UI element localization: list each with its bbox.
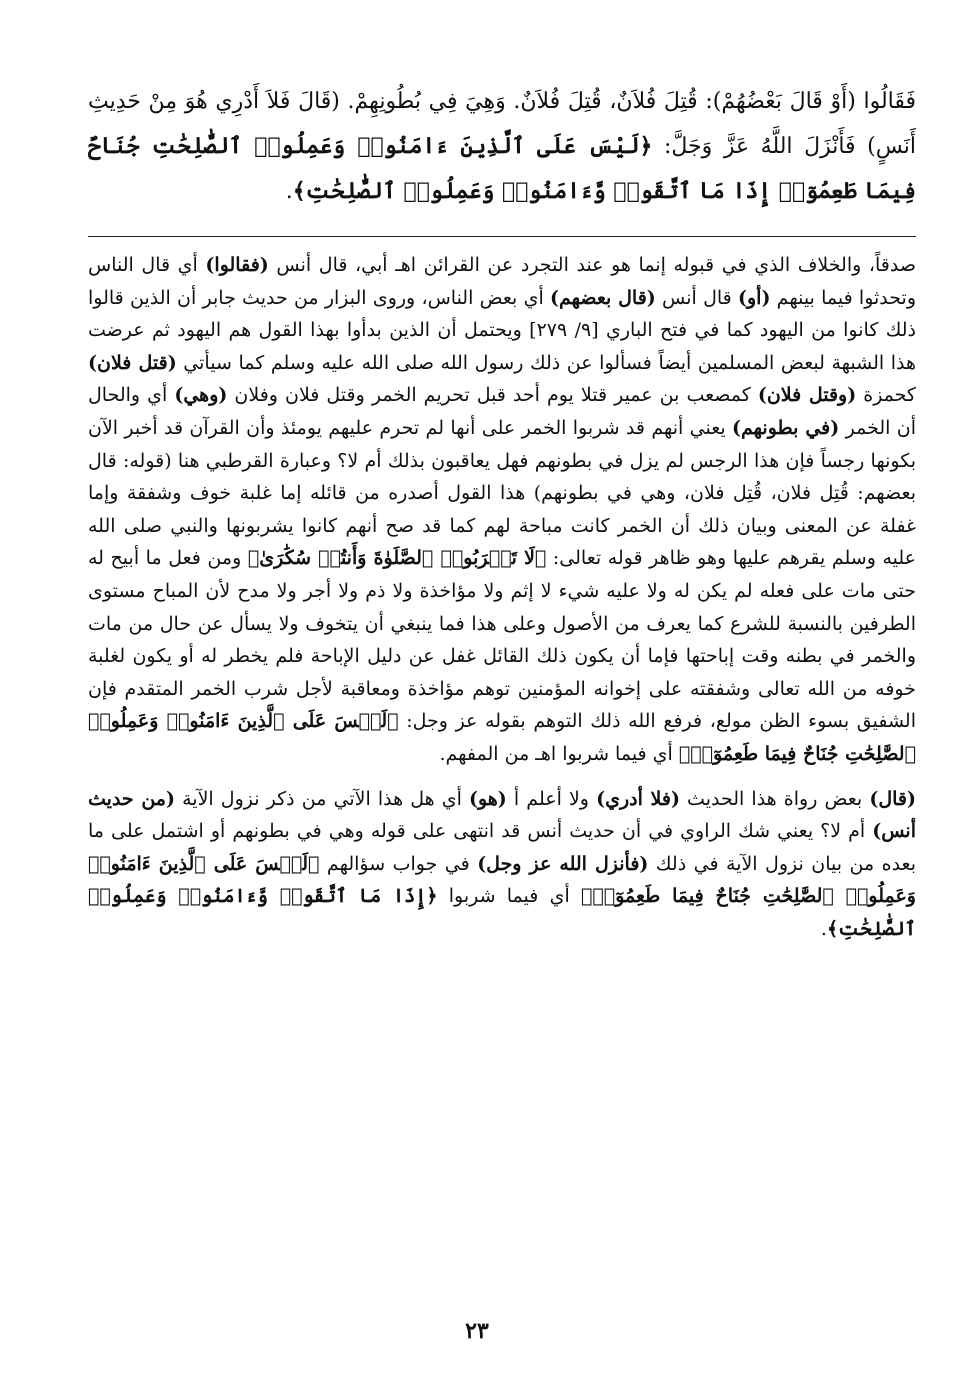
quran-verse: ﴿إِذَا مَا ٱتَّقَوا۟ وَّءَامَنُوا۟ وَعَمِلُوا۟ ٱلصَّٰلِحَٰتِ﴾ (88, 885, 916, 940)
hadith-narration: فَقَالُوا (أَوْ قَالَ بَعْضُهُمْ): قُتِلَ فُلاَنٌ، قُتِلَ فُلاَنٌ. وَهِيَ فِي بُطُونِهِمْ. (قَالَ فَلاَ أَدْرِي هُوَ مِنْ حَدِيثِ أَنَسٍ) فَأَنْزَلَ اللَّهُ عَزَّ وَجَلَّ: (88, 89, 916, 159)
bold-term: (هو) (468, 787, 507, 810)
commentary-paragraph-1 (88, 249, 916, 771)
page-number: ٢٣ (465, 1318, 489, 1344)
commentary-text: أي قال الناس وتحدثوا فيما بينهم (88, 254, 916, 309)
commentary-text: أم لا؟ يعني شك الراوي في أن حديث أنس قد انتهى على قوله وهي في بطونهم أو اشتمل على ما بعده من بيان نزول الآية في ذلك (88, 820, 916, 875)
commentary-text: أي بعض الناس، وروى البزار من حديث جابر أن الذين قالوا ذلك كانوا من اليهود كما في فتح الباري [٩/ ٢٧٩] ويحتمل أن الذين بدأوا بهذا القول هم اليهود ثم عرضت هذا الشبهة لبعض المسلمين أيضاً فسألوا عن ذلك رسول الله صلى الله عليه وسلم كما سيأتي (88, 286, 917, 374)
quran-verse: ﴿لَيْسَ عَلَى ٱلَّذِينَ ءَامَنُوا۟ وَعَمِلُوا۟ ٱلصَّٰلِحَٰتِ جُنَاحٌ فِيمَا طَعِمُوٓا۟ إِذَا مَا ٱتَّقَوا۟ وَّءَامَنُوا۟ وَعَمِلُوا۟ ٱلصَّٰلِحَٰتِ﴾ (88, 133, 916, 204)
commentary-text: كحمزة (856, 384, 916, 407)
commentary-text: صدقاً، والخلاف الذي في قبوله إنما هو عند التجرد عن القرائن اهـ أبي، قال أنس (268, 254, 916, 276)
commentary-paragraph-2 (88, 783, 916, 946)
bold-term: (وهي) (174, 384, 228, 407)
bold-term: (من حديث أنس) (88, 787, 916, 843)
bold-term: (في بطونهم) (732, 416, 840, 439)
commentary-text: في جواب سؤالهم (319, 852, 478, 875)
commentary-text: قال أنس (655, 286, 738, 309)
quran-verse: ﴿لَيۡسَ عَلَى ٱلَّذِينَ ءَامَنُوا۟ وَعَمِلُوا۟ ٱلصَّٰلِحَٰتِ جُنَاحٌ فِيمَا طَعِمُوٓا۟﴾ (88, 852, 916, 908)
commentary-text: ومن فعل ما أبيح له حتى مات على فعله لم يكن له ولا عليه شيء لا إثم ولا مؤاخذة ولا ذم ولا أجر ولا مدح لأن المباح مستوى الطرفين بالنسبة للشرع كما يعرف من الأصول وعلى هذا فما ينبغي أن يتخوف ولا يسأل عن حال من مات والخمر في بطنه وقت إباحتها فإما أن يكون ذلك القائل غفل عن دليل الإباحة فلم يخطر له أو يكون لغلبة خوفه من الله تعالى وشفقته على إخوانه المؤمنين توهم مؤاخذة ومعاقبة لأجل شرب الخمر المتقدم فإن الشفيق بسوء الظن مولع، فرفع الله ذلك التوهم بقوله عز وجل: (88, 547, 916, 733)
commentary-section (88, 249, 916, 945)
bold-term: (وقتل فلان) (757, 384, 857, 407)
bold-term: (قال بعضهم) (549, 286, 656, 309)
footnote-divider (88, 236, 916, 237)
commentary-text: يعني أنهم قد شربوا الخمر على أنها لم تحرم عليهم يومئذ وأن القرآن قد أخبر الآن بكونها رجساً فإن هذا الرجس لم يزل في بطونهم فهل يعاقبون بذلك أم لا؟ وعبارة القرطبي هنا (قوله: قال بعضهم: قُتِل فلان، قُتِل فلان، وهي في بطونهم) هذا القول أصدره من قائله إما غلبة خوف وشفقة وإما غفلة عن المعنى وبيان ذلك أن الخمر كانت مباحة لهم كما قد صح أنهم كانوا يشربونها والنبي صلى الله عليه وسلم يقرهم عليها وهو ظاهر قوله تعالى: (88, 416, 916, 570)
commentary-text: أي فيما شربوا اهـ من المفهم. (439, 742, 679, 765)
commentary-text: كمصعب بن عمير قتلا يوم أحد قبل تحريم الخمر وقتل فلان وفلان (227, 384, 758, 407)
book-page (88, 80, 916, 1380)
commentary-text: أي فيما شربوا (437, 885, 581, 908)
commentary-text: أي والحال أن الخمر (88, 384, 916, 439)
quran-verse: ﴿لَيۡسَ عَلَى ٱلَّذِينَ ءَامَنُوا۟ وَعَمِلُوا۟ ٱلصَّٰلِحَٰتِ جُنَاحٌ فِيمَا طَعِمُوٓا۟﴾ (88, 710, 916, 765)
bold-term: (فأنزل الله عز وجل) (477, 852, 649, 875)
bold-term: (فلا أدري) (596, 787, 680, 810)
commentary-text: ولا أعلم أ (506, 787, 597, 810)
commentary-text: أي هل هذا الآتي من ذكر نزول الآية (174, 787, 469, 810)
bold-term: (فقالوا) (205, 254, 269, 276)
commentary-text: . (820, 917, 827, 940)
bold-term: (قتل فلان) (88, 351, 177, 374)
hadith-text (88, 80, 916, 214)
commentary-text: بعض رواة هذا الحديث (679, 787, 870, 810)
hadith-end-punct: . (285, 179, 293, 204)
bold-term: (أو) (738, 286, 771, 309)
quran-verse: ﴿لَا تَقۡرَبُوا۟ ٱلصَّلَوٰةَ وَأَنتُمۡ سُكَٰرَىٰ﴾ (247, 547, 547, 570)
bold-term: (قال) (869, 787, 916, 810)
